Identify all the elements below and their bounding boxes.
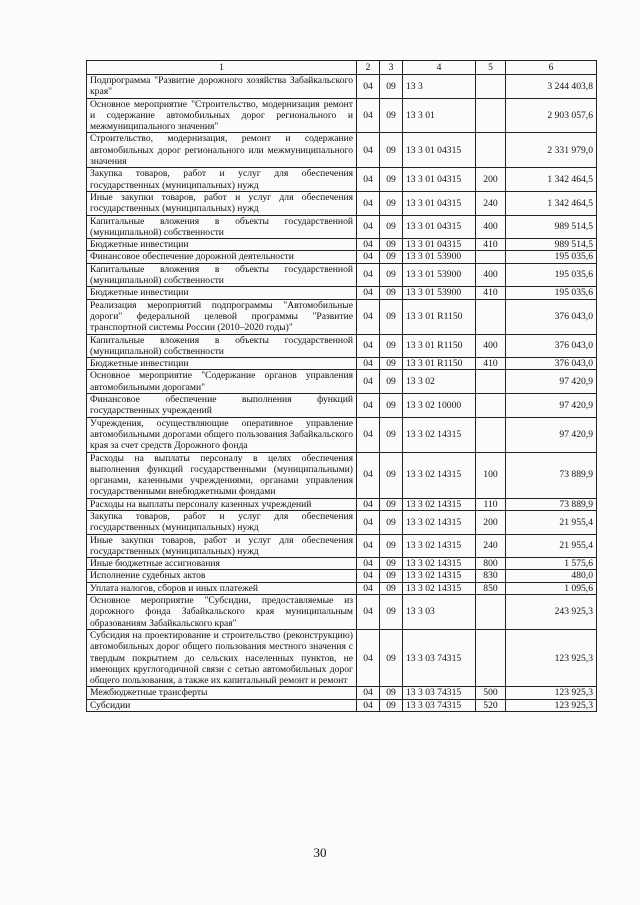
row-amount-cell: 195 035,6 [506,251,597,263]
row-target-article-cell: 13 3 02 10000 [403,394,476,418]
row-expense-type-cell: 110 [476,498,506,510]
table-row [87,417,597,452]
row-amount-cell: 989 514,5 [506,239,597,251]
row-expense-type-cell: 850 [476,582,506,594]
table-row [87,133,597,168]
row-target-article-cell: 13 3 01 04315 [403,133,476,168]
table-row [87,334,597,358]
row-amount-cell: 480,0 [506,570,597,582]
row-target-article-cell: 13 3 01 53900 [403,287,476,299]
row-name-cell: Расходы на выплаты персоналу казенных учреждений [87,498,357,510]
row-target-article-cell: 13 3 01 04315 [403,168,476,192]
row-subsection-cell: 09 [380,629,403,686]
row-subsection-cell: 09 [380,299,403,334]
page-number: 30 [313,845,327,860]
row-name-cell: Закупка товаров, работ и услуг для обеспечения государственных (муниципальных) нужд [87,510,357,534]
row-expense-type-cell: 520 [476,699,506,711]
row-target-article-cell: 13 3 01 [403,98,476,133]
row-expense-type-cell [476,299,506,334]
row-subsection-cell: 09 [380,510,403,534]
row-target-article-cell: 13 3 03 74315 [403,699,476,711]
row-name-cell: Иные бюджетные ассигнования [87,558,357,570]
table-row [87,299,597,334]
table-row [87,191,597,215]
row-target-article-cell: 13 3 01 04315 [403,215,476,239]
row-section-cell: 04 [357,75,380,99]
row-section-cell: 04 [357,168,380,192]
row-section-cell: 04 [357,239,380,251]
row-name-cell: Финансовое обеспечение выполнения функций государственных учреждений [87,394,357,418]
row-name-cell: Субсидия на проектирование и строительство (реконструкцию) автомобильных дорог общего пользования местного значения с твердым покрытием до сельских населенных пунктов, не имеющих круглогодичной связи с сетью автомобильных дорог общего пользования, а также их капитальный ремонт и ремонт [87,629,357,686]
row-subsection-cell: 09 [380,251,403,263]
row-subsection-cell: 09 [380,98,403,133]
row-amount-cell: 376 043,0 [506,358,597,370]
table-row [87,98,597,133]
row-name-cell: Строительство, модернизация, ремонт и содержание автомобильных дорог регионального или межмуниципального значения [87,133,357,168]
row-expense-type-cell [476,595,506,630]
row-target-article-cell: 13 3 02 14315 [403,417,476,452]
row-target-article-cell: 13 3 02 14315 [403,570,476,582]
table-row [87,498,597,510]
row-subsection-cell: 09 [380,687,403,699]
row-amount-cell: 195 035,6 [506,287,597,299]
row-amount-cell: 97 420,9 [506,394,597,418]
table-row [87,239,597,251]
row-section-cell: 04 [357,595,380,630]
table-header-row [87,61,597,75]
row-expense-type-cell [476,251,506,263]
row-amount-cell: 73 889,9 [506,452,597,498]
table-row [87,582,597,594]
row-section-cell: 04 [357,358,380,370]
row-expense-type-cell [476,75,506,99]
row-target-article-cell: 13 3 02 14315 [403,498,476,510]
column-header-1: 1 [87,61,357,75]
row-subsection-cell: 09 [380,582,403,594]
row-subsection-cell: 09 [380,498,403,510]
table-row [87,287,597,299]
row-subsection-cell: 09 [380,417,403,452]
row-name-cell: Бюджетные инвестиции [87,358,357,370]
row-section-cell: 04 [357,558,380,570]
row-section-cell: 04 [357,699,380,711]
row-expense-type-cell: 800 [476,558,506,570]
table-body [87,75,597,712]
row-amount-cell: 243 925,3 [506,595,597,630]
row-target-article-cell: 13 3 01 53900 [403,263,476,287]
row-expense-type-cell [476,417,506,452]
row-target-article-cell: 13 3 03 74315 [403,687,476,699]
row-name-cell: Реализация мероприятий подпрограммы "Автомобильные дороги" федеральной целевой программы "Развитие транспортной системы России (2010–2020 годы)" [87,299,357,334]
row-section-cell: 04 [357,215,380,239]
row-expense-type-cell: 400 [476,334,506,358]
column-header-6: 6 [506,61,597,75]
row-expense-type-cell [476,98,506,133]
row-target-article-cell: 13 3 02 14315 [403,582,476,594]
row-name-cell: Учреждения, осуществляющие оперативное управление автомобильными дорогами общего пользования Забайкальского края за счет средств Дорожного фонда [87,417,357,452]
row-target-article-cell: 13 3 02 14315 [403,452,476,498]
row-amount-cell: 97 420,9 [506,370,597,394]
row-name-cell: Иные закупки товаров, работ и услуг для обеспечения государственных (муниципальных) нужд [87,191,357,215]
row-amount-cell: 1 342 464,5 [506,191,597,215]
row-expense-type-cell: 200 [476,168,506,192]
row-amount-cell: 1 342 464,5 [506,168,597,192]
row-target-article-cell: 13 3 02 14315 [403,510,476,534]
row-section-cell: 04 [357,251,380,263]
row-target-article-cell: 13 3 [403,75,476,99]
row-amount-cell: 3 244 403,8 [506,75,597,99]
row-name-cell: Субсидии [87,699,357,711]
row-subsection-cell: 09 [380,133,403,168]
row-section-cell: 04 [357,629,380,686]
row-subsection-cell: 09 [380,358,403,370]
row-name-cell: Иные закупки товаров, работ и услуг для обеспечения государственных (муниципальных) нужд [87,534,357,558]
row-section-cell: 04 [357,370,380,394]
table-row [87,263,597,287]
row-target-article-cell: 13 3 01 04315 [403,239,476,251]
row-section-cell: 04 [357,570,380,582]
row-expense-type-cell: 410 [476,358,506,370]
row-amount-cell: 123 925,3 [506,687,597,699]
row-subsection-cell: 09 [380,534,403,558]
table-row [87,75,597,99]
row-name-cell: Основное мероприятие "Содержание органов управления автомобильными дорогами" [87,370,357,394]
table-row [87,570,597,582]
row-target-article-cell: 13 3 01 R1150 [403,334,476,358]
row-section-cell: 04 [357,287,380,299]
table-row [87,215,597,239]
row-name-cell: Бюджетные инвестиции [87,239,357,251]
row-section-cell: 04 [357,98,380,133]
row-amount-cell: 2 331 979,0 [506,133,597,168]
row-expense-type-cell: 410 [476,239,506,251]
row-name-cell: Капитальные вложения в объекты государственной (муниципальной) собственности [87,334,357,358]
row-section-cell: 04 [357,334,380,358]
row-name-cell: Закупка товаров, работ и услуг для обеспечения государственных (муниципальных) нужд [87,168,357,192]
table-row [87,394,597,418]
row-expense-type-cell: 200 [476,510,506,534]
table-row [87,534,597,558]
column-header-5: 5 [476,61,506,75]
row-expense-type-cell: 100 [476,452,506,498]
row-expense-type-cell: 500 [476,687,506,699]
row-expense-type-cell: 400 [476,263,506,287]
row-target-article-cell: 13 3 02 [403,370,476,394]
row-expense-type-cell: 400 [476,215,506,239]
table-row [87,687,597,699]
row-section-cell: 04 [357,394,380,418]
row-subsection-cell: 09 [380,334,403,358]
table-row [87,452,597,498]
row-amount-cell: 73 889,9 [506,498,597,510]
table-row [87,358,597,370]
row-subsection-cell: 09 [380,570,403,582]
row-expense-type-cell: 240 [476,191,506,215]
row-section-cell: 04 [357,582,380,594]
row-subsection-cell: 09 [380,452,403,498]
row-section-cell: 04 [357,452,380,498]
row-section-cell: 04 [357,498,380,510]
row-name-cell: Основное мероприятие "Субсидии, предоставляемые из дорожного фонда Забайкальского края муниципальным образованиям Забайкальского края" [87,595,357,630]
row-name-cell: Капитальные вложения в объекты государственной (муниципальной) собственности [87,215,357,239]
table-row [87,558,597,570]
row-section-cell: 04 [357,510,380,534]
row-section-cell: 04 [357,417,380,452]
row-amount-cell: 195 035,6 [506,263,597,287]
table-row [87,595,597,630]
row-target-article-cell: 13 3 01 R1150 [403,358,476,370]
row-amount-cell: 21 955,4 [506,510,597,534]
row-subsection-cell: 09 [380,595,403,630]
column-header-3: 3 [380,61,403,75]
row-expense-type-cell [476,370,506,394]
row-subsection-cell: 09 [380,287,403,299]
table-row [87,629,597,686]
row-amount-cell: 21 955,4 [506,534,597,558]
row-target-article-cell: 13 3 03 [403,595,476,630]
row-name-cell: Расходы на выплаты персоналу в целях обеспечения выполнения функций государственными (муниципальными) органами, казенными учреждениями, органами управления государственными внебюджетными фондами [87,452,357,498]
row-section-cell: 04 [357,263,380,287]
budget-table-container [86,60,596,712]
budget-table [86,60,597,712]
row-section-cell: 04 [357,534,380,558]
row-name-cell: Исполнение судебных актов [87,570,357,582]
table-row [87,251,597,263]
row-target-article-cell: 13 3 01 04315 [403,191,476,215]
row-name-cell: Подпрограмма "Развитие дорожного хозяйства Забайкальского края" [87,75,357,99]
row-name-cell: Капитальные вложения в объекты государственной (муниципальной) собственности [87,263,357,287]
row-subsection-cell: 09 [380,558,403,570]
row-expense-type-cell [476,133,506,168]
row-subsection-cell: 09 [380,394,403,418]
row-subsection-cell: 09 [380,699,403,711]
table-row [87,699,597,711]
row-amount-cell: 989 514,5 [506,215,597,239]
table-row [87,168,597,192]
row-section-cell: 04 [357,191,380,215]
row-expense-type-cell: 240 [476,534,506,558]
row-section-cell: 04 [357,687,380,699]
row-amount-cell: 97 420,9 [506,417,597,452]
row-subsection-cell: 09 [380,215,403,239]
row-target-article-cell: 13 3 01 53900 [403,251,476,263]
row-expense-type-cell [476,629,506,686]
row-name-cell: Бюджетные инвестиции [87,287,357,299]
row-target-article-cell: 13 3 02 14315 [403,558,476,570]
column-header-2: 2 [357,61,380,75]
row-name-cell: Основное мероприятие "Строительство, модернизация ремонт и содержание автомобильных дорог регионального и межмуниципального значения" [87,98,357,133]
row-subsection-cell: 09 [380,191,403,215]
row-subsection-cell: 09 [380,263,403,287]
row-amount-cell: 1 575,6 [506,558,597,570]
row-amount-cell: 376 043,0 [506,299,597,334]
row-section-cell: 04 [357,133,380,168]
table-row [87,370,597,394]
row-target-article-cell: 13 3 01 R1150 [403,299,476,334]
row-amount-cell: 376 043,0 [506,334,597,358]
row-subsection-cell: 09 [380,370,403,394]
row-subsection-cell: 09 [380,75,403,99]
table-row [87,510,597,534]
row-expense-type-cell: 410 [476,287,506,299]
row-subsection-cell: 09 [380,168,403,192]
row-expense-type-cell [476,394,506,418]
row-amount-cell: 1 095,6 [506,582,597,594]
row-expense-type-cell: 830 [476,570,506,582]
row-amount-cell: 2 903 057,6 [506,98,597,133]
row-name-cell: Межбюджетные трансферты [87,687,357,699]
row-target-article-cell: 13 3 02 14315 [403,534,476,558]
row-name-cell: Финансовое обеспечение дорожной деятельности [87,251,357,263]
row-amount-cell: 123 925,3 [506,629,597,686]
row-subsection-cell: 09 [380,239,403,251]
row-name-cell: Уплата налогов, сборов и иных платежей [87,582,357,594]
column-header-4: 4 [403,61,476,75]
row-amount-cell: 123 925,3 [506,699,597,711]
row-target-article-cell: 13 3 03 74315 [403,629,476,686]
row-section-cell: 04 [357,299,380,334]
